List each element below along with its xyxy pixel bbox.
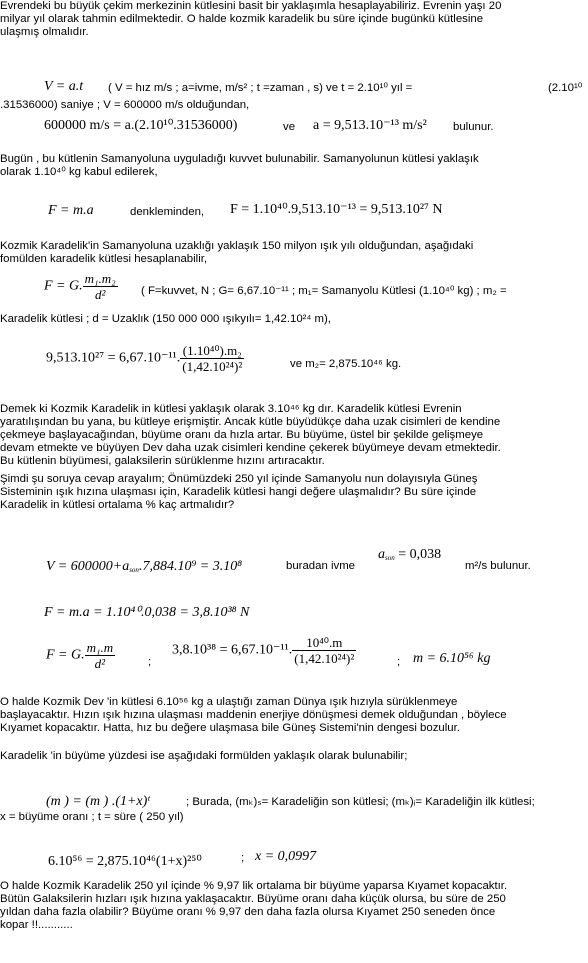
conclusion-paragraph bbox=[0, 696, 588, 735]
growth-result: x = 0,0997 bbox=[255, 849, 317, 864]
growth-formula-definitions: ; Burada, (mₖ)ₛ= Karadeliğin son kütlesi; (mₖ)ᵢ= Karadeliğin ilk kütlesi; bbox=[186, 796, 535, 808]
text-line: Bu kütlenin büyümesi, galaksilerin sürüklenme hızını artıracaktır. bbox=[0, 455, 325, 467]
formula-lhs: F = G. bbox=[46, 647, 85, 663]
text-line: O halde Kozmik Karadelik 250 yıl içinde % 9,97 lik ortalama bir büyüme yaparsa Kıyamet kopacaktır. bbox=[0, 880, 508, 892]
numerator: m₁.m bbox=[86, 640, 114, 655]
acceleration-result: a = 9,513.10⁻¹³ m/s² bbox=[313, 118, 427, 133]
growth-formula-definitions-cont: x = büyüme oranı ; t = süre ( 250 yıl) bbox=[0, 811, 184, 823]
formula-definitions-cont: Karadelik kütlesi ; d = Uzaklık (150 000 000 ışıkyılı= 1,42.10²⁴ m), bbox=[0, 313, 331, 325]
acceleration-symbol: a bbox=[378, 547, 385, 562]
text-line: çekmeye başlayacağından, büyüme oranı da hızla artar. Bu büyüme, üstel bir şekilde gelişmeye bbox=[0, 429, 484, 441]
text-line: başlayacaktır. Hızın ışık hızına ulaşması maddenin enerjiye dönüşmesi demek olduğundan , böylece bbox=[0, 709, 507, 721]
final-paragraph bbox=[0, 880, 588, 932]
velocity-acceleration-equation bbox=[46, 560, 242, 573]
text-line: yıldan daha fazla olabilir? Büyüme oranı % 9,97 den daha fazla olursa Kıyamet 250 seneden önce bbox=[0, 906, 496, 918]
distance-paragraph bbox=[0, 240, 588, 266]
equation-text: V = 600000+a bbox=[46, 559, 130, 574]
text-line: fomülden karadelik kütlesi hesaplanabilir, bbox=[0, 253, 208, 265]
fraction bbox=[180, 343, 244, 374]
separator: ; bbox=[148, 656, 152, 668]
text-line: olarak 1.10⁴⁰ kg kabul edilerek, bbox=[0, 166, 158, 178]
text-line: devam etmekte ve büyüyen Dev daha uzak cisimleri kendine çekerek büyümeye devam etmektedir. bbox=[0, 442, 501, 454]
denominator: d² bbox=[94, 656, 106, 671]
text-line: Şimdi şu soruya cevap arayalım; Önümüzdeki 250 yıl içinde Samanyolu nun dolayısıyla Güneş bbox=[0, 473, 478, 485]
equation-text: .7,884.10⁹ = 3.10⁸ bbox=[138, 559, 243, 574]
acceleration-label: buradan ivme bbox=[286, 560, 356, 572]
text-line: Karadelik 'in büyüme yüzdesi ise aşağıdaki formülden yaklaşık olarak bulunabilir; bbox=[0, 750, 408, 762]
growth-calculation: 6.10⁵⁶ = 2,875.10⁴⁶(1+x)²⁵⁰ bbox=[48, 854, 202, 869]
result-text: bulunur. bbox=[453, 121, 494, 133]
separator: ; bbox=[397, 656, 401, 668]
velocity-definitions-cont: .31536000) saniye ; V = 600000 m/s olduğundan, bbox=[0, 99, 250, 111]
conjunction-text: ve bbox=[283, 121, 296, 133]
blackhole-mass-formula bbox=[46, 640, 115, 671]
text-line: Demek ki Kozmik Karadelik in kütlesi yaklaşık olarak 3.10⁴⁶ kg dır. Karadelik kütlesi Evrenin bbox=[0, 403, 462, 415]
text-line: yaratılışından bu yana, bu kütleye erişmiştir. Ancak kütle büyüdükçe daha uzak cisimleri de kendine bbox=[0, 416, 501, 428]
force-paragraph bbox=[0, 153, 588, 179]
time-value-start: (2.10¹⁰ bbox=[548, 82, 583, 94]
acceleration-unit: m²/s bulunur. bbox=[465, 560, 531, 572]
mass-result: ve m₂= 2,875.10⁴⁶ kg. bbox=[290, 358, 402, 370]
blackhole-mass-calc bbox=[172, 635, 356, 666]
equation-label: denkleminden, bbox=[130, 206, 205, 218]
force-result: F = 1.10⁴⁰.9,513.10⁻¹³ = 9,513.10²⁷ N bbox=[230, 202, 443, 217]
text-line: Sisteminin ışık hızına ulaşması için, Karadelik kütlesi hangi değere ulaşmalıdır? Bu süre içinde bbox=[0, 486, 477, 498]
subscript: son bbox=[385, 554, 395, 562]
text-line: Bütün Galaksilerin hızları ışık hızına yaklaşacaktır. Büyüme oranı daha küçük olursa, bu süre de 250 bbox=[0, 893, 506, 905]
acceleration-equation: 600000 m/s = a.(2.10¹⁰.31536000) bbox=[44, 118, 238, 133]
blackhole-mass-result: m = 6.10⁵⁶ kg bbox=[413, 651, 491, 666]
calc-lhs: 9,513.10²⁷ = 6,67.10⁻¹¹. bbox=[46, 350, 181, 366]
text-line: O halde Kozmik Dev 'in kütlesi 6.10⁵⁶ kg a ulaştığı zaman Dünya ışık hızıyla sürüklenmeye bbox=[0, 696, 458, 708]
fraction bbox=[85, 640, 116, 671]
velocity-equation: V = a.t bbox=[44, 79, 84, 94]
separator: ; bbox=[241, 852, 245, 864]
acceleration-number: = 0,038 bbox=[398, 547, 442, 562]
denominator: d² bbox=[94, 287, 106, 302]
text-line: Karadelik in kütlesi ortalama % kaç artmalıdır? bbox=[0, 499, 235, 511]
text-line: Bugün , bu kütlenin Samanyoluna uyguladığı kuvvet bulunabilir. Samanyolunun kütlesi yaklaşık bbox=[0, 153, 479, 165]
numerator: 10⁴⁰.m bbox=[292, 635, 356, 651]
denominator: (1,42.10²⁴)² bbox=[294, 651, 355, 666]
formula-lhs: F = G. bbox=[44, 278, 83, 294]
text-line: Kıyamet kopacaktır. Hatta, hız bu değere ulaşmasa bile Güneş Sistemi'nin dengesi bozulur. bbox=[0, 722, 460, 734]
text-line: ulaşmış olmalıdır. bbox=[0, 26, 89, 38]
calc-lhs: 3,8.10³⁸ = 6,67.10⁻¹¹. bbox=[172, 642, 293, 658]
growth-paragraph bbox=[0, 403, 588, 468]
force-equation: F = m.a = 1.10⁴⁰.0,038 = 3,8.10³⁸ N bbox=[44, 605, 250, 620]
formula-definitions: ( F=kuvvet, N ; G= 6,67.10⁻¹¹ ; m₁= Samanyolu Kütlesi (1.10⁴⁰ kg) ; m₂ = bbox=[141, 285, 507, 297]
text-line: milyar yıl olarak tahmin edilmektedir. O halde kozmik karadelik bu süre içinde bugünkü kütlesine bbox=[0, 13, 484, 25]
denominator: (1,42.10²⁴)² bbox=[182, 359, 243, 374]
intro-paragraph bbox=[0, 0, 588, 39]
acceleration-value bbox=[378, 548, 441, 561]
velocity-definitions: ( V = hız m/s ; a=ivme, m/s² ; t =zaman , s) ve t = 2.10¹⁰ yıl = bbox=[108, 82, 413, 94]
text-line: kopar !!........... bbox=[0, 919, 73, 931]
numerator: (1.10⁴⁰).m₂ bbox=[180, 343, 244, 359]
fraction bbox=[292, 635, 356, 666]
text-line: Evrendeki bu büyük çekim merkezinin kütlesini basit bir yaklaşımla hesaplayabiliriz. Evrenin yaşı 20 bbox=[0, 0, 502, 12]
newton-law-equation: F = m.a bbox=[48, 203, 94, 218]
numerator: m₁.m₂ bbox=[84, 271, 116, 286]
mass-calculation bbox=[46, 343, 244, 374]
question-paragraph bbox=[0, 473, 588, 512]
growth-rate-intro bbox=[0, 750, 588, 763]
gravitation-formula bbox=[44, 271, 118, 302]
fraction bbox=[83, 271, 118, 302]
text-line: Kozmik Karadelik'in Samanyoluna uzaklığı yaklaşık 150 milyon ışık yılı olduğundan, aşağıdaki bbox=[0, 240, 474, 252]
subscript: son bbox=[129, 566, 139, 574]
growth-formula: (m ) = (m ) .(1+x)ᵗ bbox=[46, 794, 150, 809]
